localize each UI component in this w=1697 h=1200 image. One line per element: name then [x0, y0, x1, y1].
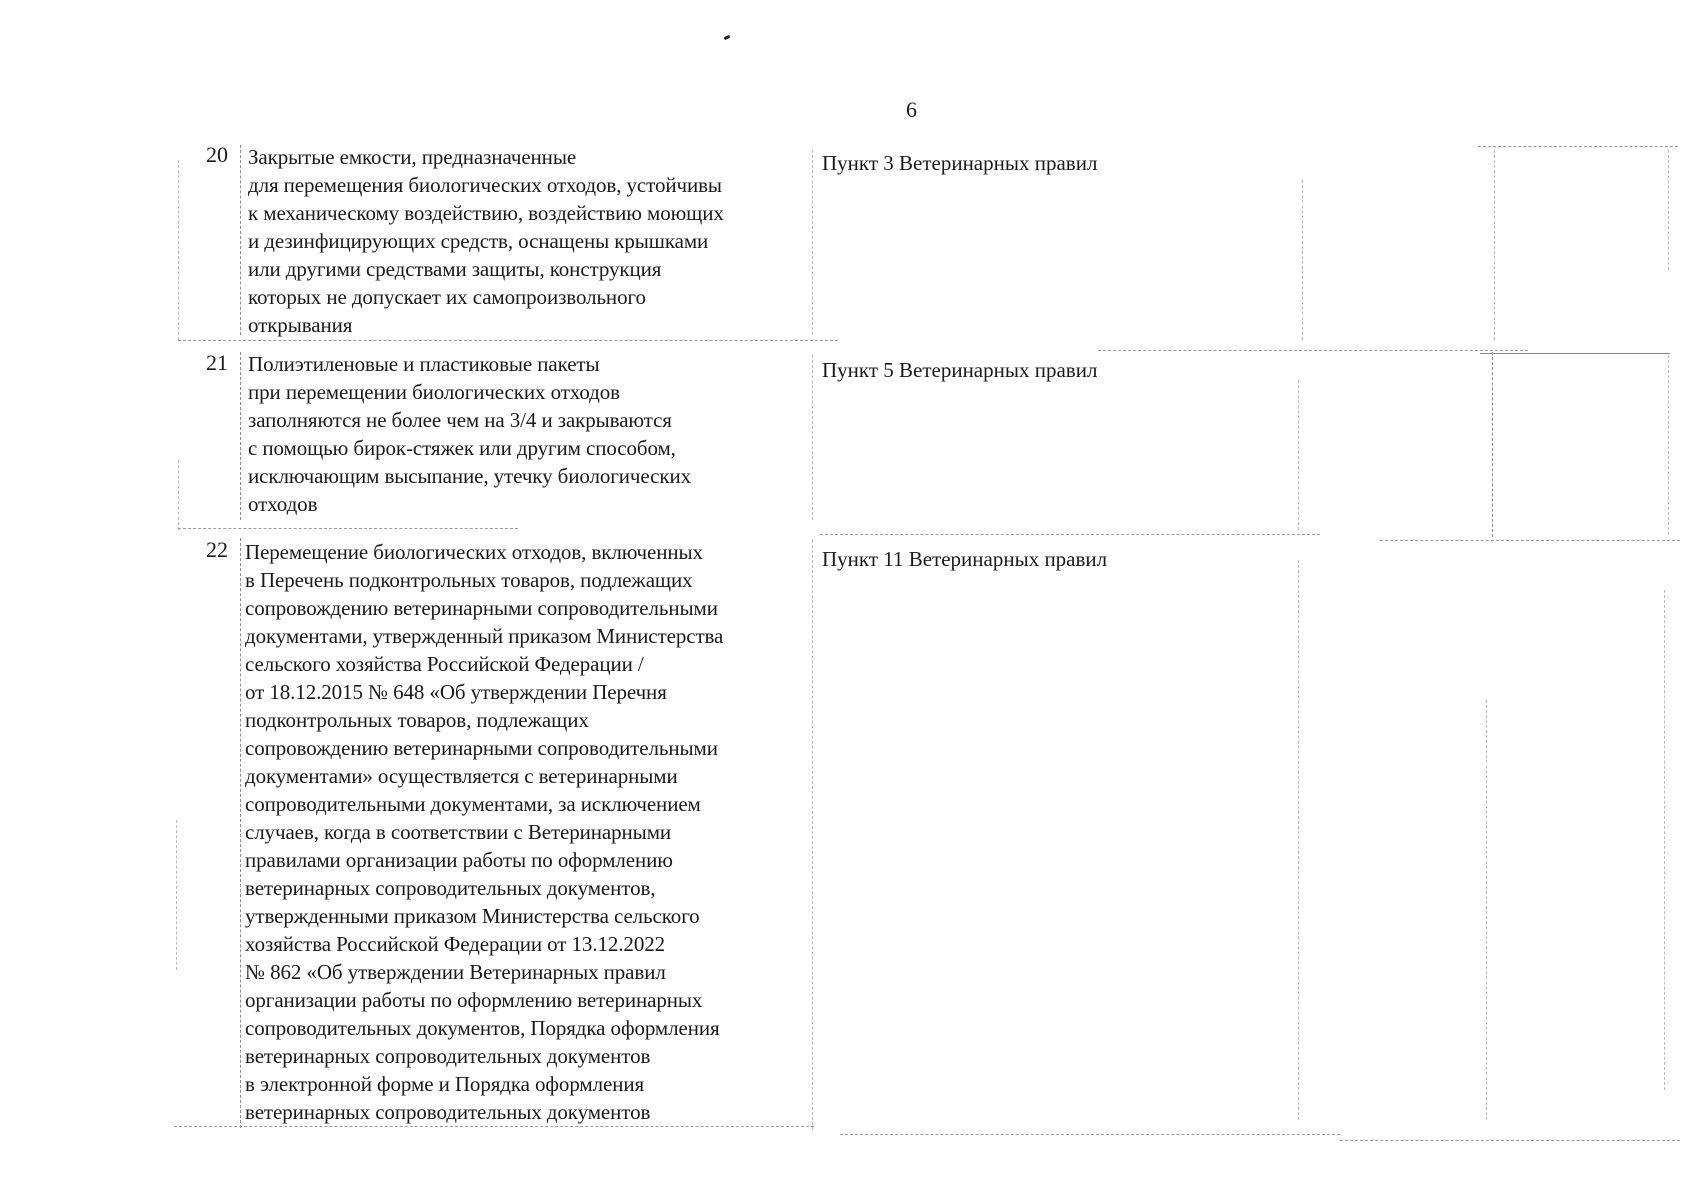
grid-line [240, 352, 241, 520]
grid-line [1298, 560, 1299, 1120]
legal-reference: Пункт 5 Ветеринарных правил [822, 358, 1098, 382]
grid-line [176, 820, 177, 970]
page-number: 6 [906, 97, 917, 122]
scan-speck [724, 35, 731, 40]
grid-line [840, 1134, 1340, 1135]
grid-line [240, 538, 241, 1128]
grid-line [1098, 350, 1528, 351]
grid-line [1298, 380, 1299, 530]
grid-line [240, 145, 241, 335]
grid-line [178, 460, 179, 530]
requirement-text: Закрытые емкости, предназначенные для перемещения биологических отходов, устойчивы к механическому воздействию, воздействию моющих и дезинфицирующих средств, оснащены крышками или другими средствами защиты, конструкция которых не допускает их самопроизвольного открывания [248, 145, 724, 337]
grid-line [1340, 1140, 1680, 1141]
grid-line [1478, 146, 1678, 147]
grid-line [174, 1126, 814, 1127]
legal-reference: Пункт 3 Ветеринарных правил [822, 151, 1098, 175]
grid-line [1302, 180, 1303, 340]
grid-line [1664, 590, 1665, 1090]
grid-line [178, 160, 179, 340]
grid-line [178, 340, 838, 341]
legal-reference: Пункт 11 Ветеринарных правил [822, 547, 1108, 571]
row-number: 21 [206, 350, 228, 375]
requirement-text: Перемещение биологических отходов, включенных в Перечень подконтрольных товаров, подлежащих сопровождению ветеринарными сопроводительными документами, утвержденный приказом Министерства сельского хозяйства Российской Федерации / от 18.12.2015 № 648 «Об утверждении Перечня подконтрольных товаров, подлежащих сопровождению ветеринарными сопроводительными документами» осуществляется с ветеринарными сопроводительными документами, за исключением случаев, когда в соответствии с Ветеринарными правилами организации работы по оформлению ветеринарных сопроводительных документов, утвержденными приказом Министерства сельского хозяйства Российской Федерации от 13.12.2022 № 862 «Об утверждении Ветеринарных правил организации работы по оформлению ветеринарных сопроводительных документов, Порядка оформления ветеринарных сопроводительных документов в электронной форме и Порядка оформления ветеринарных сопроводительных документов [245, 540, 724, 1124]
grid-line [1486, 700, 1487, 1120]
grid-line [1494, 150, 1495, 340]
grid-line [1380, 540, 1680, 541]
grid-line [1668, 150, 1669, 270]
row-number: 20 [206, 142, 228, 167]
row-number: 22 [206, 537, 228, 562]
requirement-text: Полиэтиленовые и пластиковые пакеты при перемещении биологических отходов заполняются не более чем на 3/4 и закрываются с помощью бирок-стяжек или другим способом, исключающим высыпание, утечку биологических отходов [248, 352, 691, 516]
grid-line [820, 534, 1320, 535]
grid-line [1480, 353, 1670, 354]
grid-line [1668, 355, 1669, 535]
grid-line [1492, 352, 1493, 537]
grid-line [178, 528, 518, 529]
